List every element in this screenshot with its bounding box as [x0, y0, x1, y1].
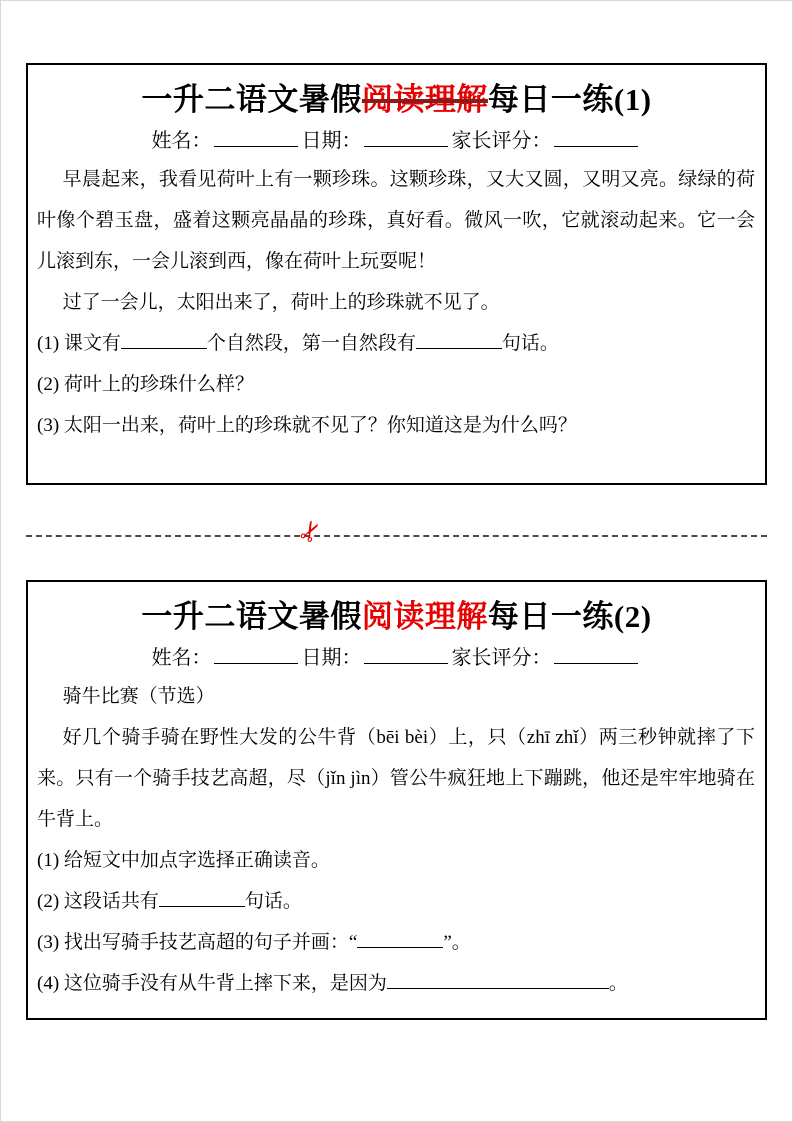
question-line: [37, 881, 755, 922]
title-suffix: 每日一练(2): [487, 599, 652, 634]
text-segment: 句话。: [501, 333, 559, 354]
answer-blank[interactable]: [387, 971, 609, 989]
date-label: 日期：: [301, 647, 362, 669]
worksheet-title-1: [28, 74, 765, 119]
worksheet-title-2: [28, 591, 765, 636]
text-segment: (2) 荷叶上的珍珠什么样？: [37, 374, 254, 395]
scissors-icon: ✂: [292, 514, 331, 549]
text-segment: (4) 这位骑手没有从牛背上摔下来，是因为: [37, 973, 387, 994]
title-prefix: 一升二语文暑假: [141, 82, 362, 117]
text-segment: 过了一会儿，太阳出来了，荷叶上的珍珠就不见了。: [62, 292, 500, 313]
answer-blank[interactable]: [416, 331, 502, 349]
cut-line: [26, 535, 767, 537]
date-label: 日期：: [301, 130, 362, 152]
sheet-1-content: [28, 153, 765, 446]
question-line: [37, 323, 755, 364]
answer-blank[interactable]: [357, 930, 443, 948]
title-prefix: 一升二语文暑假: [141, 599, 362, 634]
text-segment: (3) 找出写骑手技艺高超的句子并画：“: [37, 932, 358, 953]
text-segment: (1) 课文有: [37, 333, 121, 354]
text-segment: 。: [608, 973, 628, 994]
text-segment: (3) 太阳一出来，荷叶上的珍珠就不见了？你知道这是为什么吗？: [37, 415, 577, 436]
text-segment: ”。: [443, 932, 471, 953]
score-label: 家长评分：: [451, 130, 552, 152]
title-highlight: 阅读理解: [361, 82, 488, 117]
fields-row-1: [28, 124, 765, 153]
text-segment: 句话。: [244, 891, 302, 912]
name-input-blank[interactable]: [214, 646, 298, 664]
text-segment: 骑牛比赛（节选）: [62, 686, 215, 707]
text-segment: 早晨起来，我看见荷叶上有一颗珍珠。这颗珍珠，又大又圆，又明又亮。绿绿的荷叶像个碧玉盘，盛着这颗亮晶晶的珍珠，真好看。微风一吹，它就滚动起来。它一会儿滚到东，一会儿滚到西，像在荷叶上玩耍呢！: [37, 169, 755, 272]
text-segment: (2) 这段话共有: [37, 891, 159, 912]
worksheet-sheet-2: [26, 580, 767, 1020]
name-input-blank[interactable]: [214, 129, 298, 147]
name-label: 姓名：: [151, 130, 212, 152]
passage-paragraph: [37, 717, 755, 840]
question-line: [37, 963, 755, 1004]
question-line: [37, 364, 755, 405]
passage-paragraph: [37, 282, 755, 323]
text-segment: 个自然段，第一自然段有: [206, 333, 416, 354]
score-input-blank[interactable]: [554, 646, 638, 664]
score-input-blank[interactable]: [554, 129, 638, 147]
title-suffix: 每日一练(1): [487, 82, 652, 117]
date-input-blank[interactable]: [364, 646, 448, 664]
question-line: [37, 405, 755, 446]
fields-row-2: [28, 641, 765, 670]
passage-paragraph: [37, 676, 755, 717]
question-line: [37, 922, 755, 963]
question-line: [37, 840, 755, 881]
passage-paragraph: [37, 159, 755, 282]
text-segment: 好几个骑手骑在野性大发的公牛背（bēi bèi）上，只（zhī zhǐ）两三秒钟就摔了下来。只有一个骑手技艺高超，尽（jǐn jìn）管公牛疯狂地上下蹦跳，他还是牢牢地骑在牛背上。: [37, 727, 755, 830]
answer-blank[interactable]: [159, 889, 245, 907]
answer-blank[interactable]: [121, 331, 207, 349]
text-segment: (1) 给短文中加点字选择正确读音。: [37, 850, 330, 871]
worksheet-sheet-1: [26, 63, 767, 485]
score-label: 家长评分：: [451, 647, 552, 669]
name-label: 姓名：: [151, 647, 212, 669]
date-input-blank[interactable]: [364, 129, 448, 147]
title-highlight: 阅读理解: [361, 599, 488, 634]
sheet-2-content: [28, 670, 765, 1004]
